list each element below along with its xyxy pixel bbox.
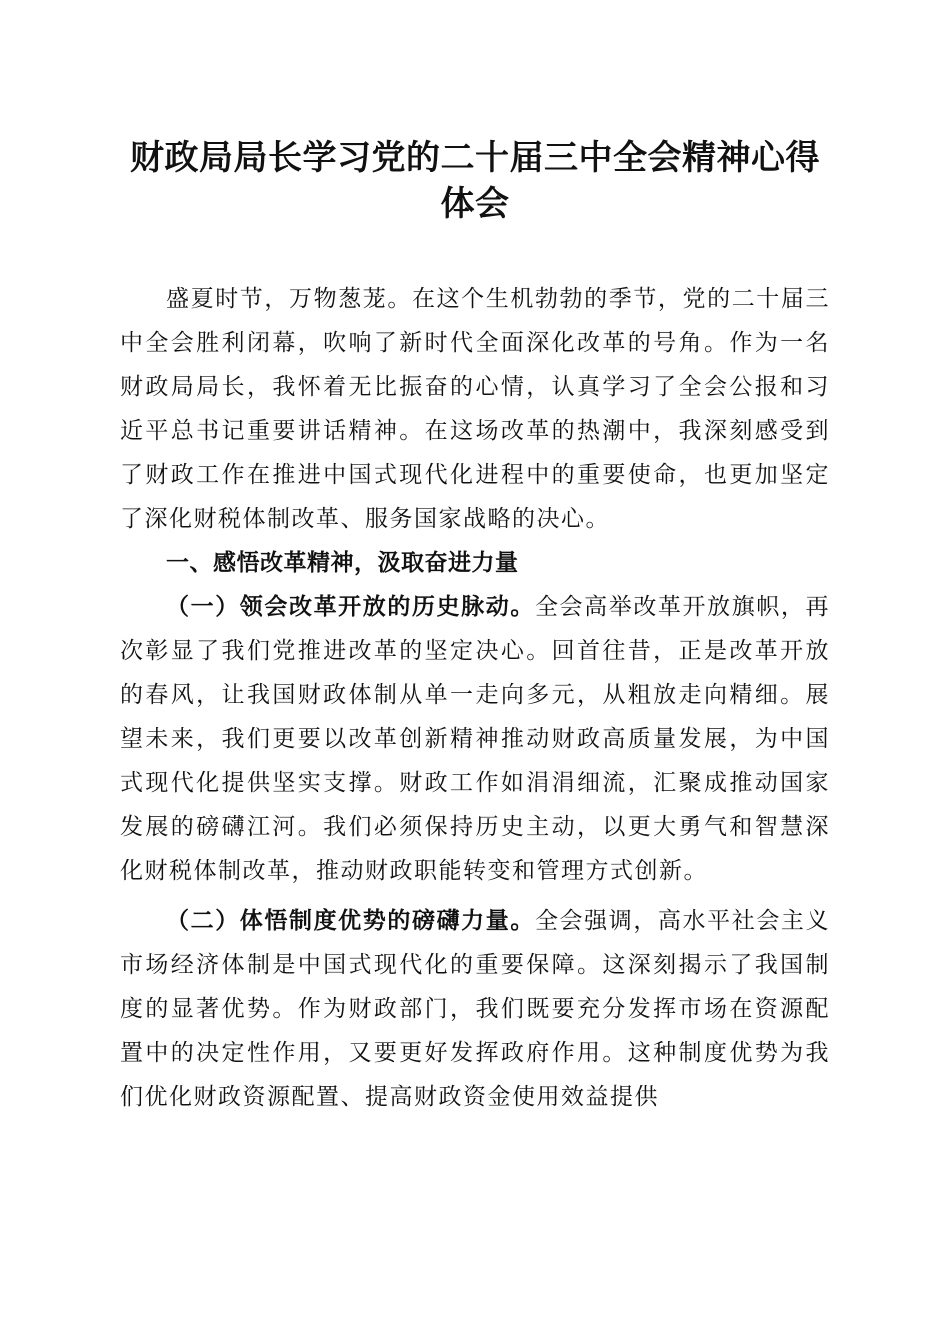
document-page	[120, 135, 830, 1119]
point-1-body: 全会高举改革开放旗帜，再次彰显了我们党推进改革的坚定决心。回首往昔，正是改革开放的春风，让我国财政体制从单一走向多元，从粗放走向精细。展望未来，我们更要以改革创新精神推动财政高质量发展，为中国式现代化提供坚实支撑。财政工作如涓涓细流，汇聚成推动国家发展的磅礴江河。我们必须保持历史主动，以更大勇气和智慧深化财税体制改革，推动财政职能转变和管理方式创新。	[120, 594, 831, 884]
document-title: 财政局局长学习党的二十届三中全会精神心得体会	[130, 138, 820, 224]
intro-paragraph: 盛夏时节，万物葱茏。在这个生机勃勃的季节，党的二十届三中全会胜利闭幕，吹响了新时代全面深化改革的号角。作为一名财政局局长，我怀着无比振奋的心情，认真学习了全会公报和习近平总书记重要讲话精神。在这场改革的热潮中，我深刻感受到了财政工作在推进中国式现代化进程中的重要使命，也更加坚定了深化财税体制改革、服务国家战略的决心。	[120, 286, 830, 532]
point-2-body: 全会强调，高水平社会主义市场经济体制是中国式现代化的重要保障。这深刻揭示了我国制度的显著优势。作为财政部门，我们既要充分发挥市场在资源配置中的决定性作用，又要更好发挥政府作用。这种制度优势为我们优化财政资源配置、提高财政资金使用效益提供	[120, 908, 831, 1110]
point-2-lead: （二）体悟制度优势的磅礴力量。	[166, 907, 535, 934]
point-1-lead: （一）领会改革开放的历史脉动。	[166, 593, 535, 620]
point-1-paragraph	[120, 585, 830, 893]
point-2-paragraph	[120, 899, 830, 1119]
section-heading-1: 一、感悟改革精神，汲取奋进力量	[166, 550, 519, 576]
document-body	[120, 277, 830, 1119]
